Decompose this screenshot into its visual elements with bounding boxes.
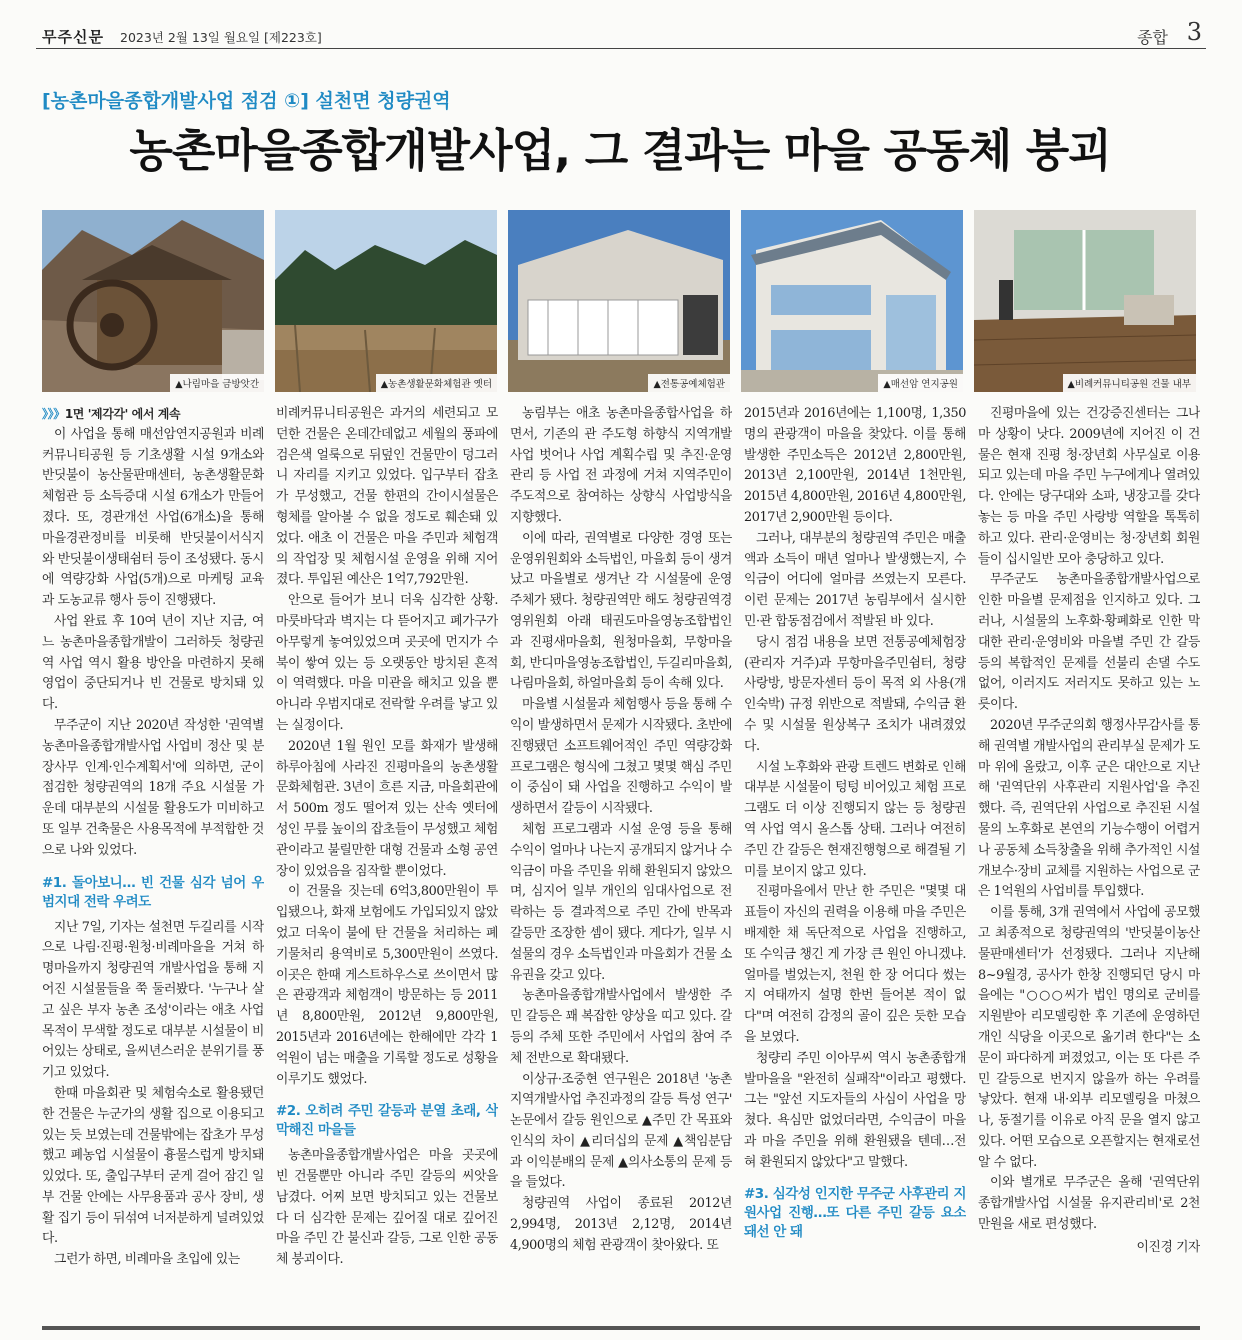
column-2 <box>276 404 498 1309</box>
paragraph: 2015년과 2016년에는 1,100명, 1,350명의 관광객이 마을을 찾았다. 이를 통해 발생한 주민소득은 2012년 2,800만원, 2013년 2,100만원, 2014년 1천만원, 2015년 4,800만원, 2016년 4,800만원, 2017년 2,900만원 등이다. <box>744 406 966 525</box>
paragraph: 이상규·조중현 연구원은 2018년 '농촌지역개발사업 추진과정의 갈등 특성 연구' 논문에서 갈등 원인으로 ▲주민 간 목표와 인식의 차이 ▲리더십의 문제 ▲책임분담과 이익분배의 문제 ▲의사소통의 문제 등을 들었다. <box>510 1071 732 1191</box>
paragraph: 2020년 무주군의회 행정사무감사를 통해 권역별 개발사업의 관리부실 문제가 도마 위에 올랐고, 이후 군은 대안으로 지난해 '권역단위 사후관리 지원사업'을 추진했다. 즉, 권역단위 사업으로 추진된 시설물의 노후화로 본연의 기능수행이 어렵거나 공동체 소득창출을 위해 추가적인 시설 개보수·장비 교체를 지원하는 사업으로 군은 1억원의 사업비를 투입했다. <box>978 717 1200 900</box>
column-5 <box>978 404 1200 1309</box>
bottom-rule <box>42 1326 1200 1330</box>
photo-caption: ▲비례커뮤니티공원 건물 내부 <box>1063 374 1196 392</box>
paragraph: 2020년 1월 원인 모를 화재가 발생해 하루아침에 사라진 진평마을의 농촌생활문화체험관. 3년이 흐른 지금, 마을회관에서 500m 정도 떨어져 있는 산속 옛터에 성인 무릎 높이의 잡초들이 무성했고 체험관이라고 불릴만한 대형 건물과 소형 공연장이 있었음을 짐작할 뿐이었다. <box>276 738 498 879</box>
continued-from-page-1: 》》》1면 '제각각' 에서 계속 <box>42 407 181 421</box>
subheading-3: #3. 심각성 인지한 무주군 사후관리 지원사업 진행…또 다른 주민 갈등 요소 돼선 안 돼 <box>744 1186 966 1241</box>
article-body <box>42 404 1200 1314</box>
article-headline: 농촌마을종합개발사업, 그 결과는 마을 공동체 붕괴 <box>129 124 1111 177</box>
newspaper-name: 무주신문 <box>42 28 104 46</box>
paragraph: 사업 완료 후 10여 년이 지난 지금, 여느 농촌마을종합개발이 그러하듯 청량권역 사업 역시 활용 방안을 마련하지 못해 영업이 중단되거나 빈 건물로 방치돼 있다. <box>42 613 264 713</box>
paragraph: 진평마을에서 만난 한 주민은 "몇몇 대표들이 자신의 권력을 이용해 마을 주민은 배제한 채 독단적으로 사업을 진행하고, 또 수익금 챙긴 게 가장 큰 원인 아니겠냐. 얼마를 벌었는지, 천원 한 장 어디다 썼는지 여태까지 설명 한번 들어본 적이 없다"며 여전히 감정의 골이 깊은 듯한 모습을 보였다. <box>744 884 966 1045</box>
paragraph: 이를 통해, 3개 권역에서 사업에 공모했고 최종적으로 청량권역의 '반딧불이농산물판매센터'가 선정됐다. 그러나 지난해 8~9월경, 공사가 한창 진행되던 당시 마을에는 "○○○씨가 법인 명의로 군비를 지원받아 리모델링한 후 기존에 운영하던 개인 식당을 이곳으로 옮기려 한다"는 소문이 파다하게 퍼졌었고, 이는 또 다른 주민 갈등으로 번지지 않을까 하는 우려를 낳았다. 현재 내·외부 리모델링을 마쳤으나, 동절기를 이유로 아직 문을 열지 않고 있다. 어떤 모습으로 오픈할지는 현재로선 알 수 없다. <box>978 905 1200 1170</box>
article-kicker: [농촌마을종합개발사업 점검 ①] 설천면 청량권역 <box>42 90 451 112</box>
paragraph: 그러나, 대부분의 청량권역 주민은 매출액과 소득이 매년 얼마나 발생했는지, 수익금이 어디에 얼마큼 쓰였는지 모른다. 이런 문제는 2017년 농림부에서 실시한 민·관 합동점검에서 적발된 바 있다. <box>744 530 966 629</box>
section-label: 종합 <box>1137 28 1168 47</box>
paragraph: 농림부는 애초 농촌마을종합사업을 하면서, 기존의 관 주도형 하향식 지역개발사업 벗어나 사업 계획수립 및 추진·운영관리 등 사업 전 과정에 거쳐 지역주민이 주도적으로 참여하는 상향식 사업방식을 지향했다. <box>510 406 732 525</box>
column-1 <box>42 404 264 1309</box>
photo-caption: ▲농촌생활문화체험관 옛터 <box>376 374 497 392</box>
masthead <box>36 16 1206 49</box>
paragraph: 마을별 시설물과 체험행사 등을 통해 수익이 발생하면서 문제가 시작됐다. 초반에 진행됐던 소프트웨어적인 주민 역량강화 프로그램은 형식에 그쳤고 몇몇 핵심 주민이 중심이 돼 사업을 진행하고 수익이 발생하면서 갈등이 시작됐다. <box>510 697 732 817</box>
photo-community-interior <box>974 210 1196 392</box>
photo-old-site <box>275 210 497 392</box>
column-3 <box>510 404 732 1309</box>
paragraph: 청량권역 사업이 종료된 2012년 2,994명, 2013년 2,12명, 2014년 4,900명의 체험 관광객이 찾아왔다. 또 <box>510 1196 732 1253</box>
paragraph: 안으로 들어가 보니 더욱 심각한 상황. 마룻바닥과 벽지는 다 뜯어지고 폐가구가 아무렇게 놓여있었으며 곳곳에 먼지가 수북이 쌓여 있는 등 오랫동안 방치된 흔적이 역력했다. 마을 미관을 해치고 있을 뿐 아니라 우범지대로 전락할 우려를 낳고 있는 실정이다. <box>276 593 498 733</box>
column-4 <box>744 404 966 1309</box>
paragraph: 이와 별개로 무주군은 올해 '권역단위 종합개발사업 시설물 유지관리비'로 2천만원을 새로 편성했다. <box>978 1175 1200 1233</box>
paragraph: 진평마을에 있는 건강증진센터는 그나마 상황이 낫다. 2009년에 지어진 이 건물은 현재 진평 청·장년회 사무실로 이용되고 있는데 마을 주민 누구에게나 열려있다. 안에는 당구대와 소파, 냉장고를 갖다 놓는 등 마을 주민 사랑방 역할을 톡톡히 하고 있다. 관리·운영비는 청·장년회 회원들이 십시일반 모아 충당하고 있다. <box>978 406 1200 567</box>
paragraph: 농촌마을종합개발사업은 마을 곳곳에 빈 건물뿐만 아니라 주민 갈등의 씨앗을 남겼다. 어찌 보면 방치되고 있는 건물보다 더 심각한 문제는 깊어질 대로 깊어진 마을 주민 간 불신과 갈등, 그로 인한 공동체 붕괴이다. <box>276 1148 498 1268</box>
photo-caption: ▲매선암 연지공원 <box>878 374 963 392</box>
paragraph: 무주군이 지난 2020년 작성한 '권역별 농촌마을종합개발사업 사업비 정산 및 분장사무 인계·인수계획서'에 의하면, 군이 점검한 청량권역의 18개 주요 시설물 가운데 대부분의 시설물 활용도가 미비하고 또 일부 건축물은 사용목적에 부적합한 것으로 나와 있었다. <box>42 717 264 858</box>
photo-caption: ▲나림마을 금방앗간 <box>170 374 264 392</box>
paragraph: 비례커뮤니티공원은 과거의 세련되고 모던한 건물은 온데간데없고 세월의 풍파에 검은색 얼룩으로 뒤덮인 건물만이 덩그러니 자리를 지키고 있었다. 입구부터 잡초가 무성했고, 건물 한편의 간이시설물은 형체를 알아볼 수 없을 정도로 훼손돼 있었다. 애초 이 건물은 마을 주민과 체험객의 작업장 및 체험시설 운영을 위해 지어졌다. 투입된 예산은 1억7,792만원. <box>276 406 498 588</box>
byline: 이진경 기자 <box>1136 1239 1200 1255</box>
paragraph: 이 건물을 짓는데 6억3,800만원이 투입됐으나, 화재 보험에도 가입되있지 않았었고 더욱이 불에 탄 건물을 처리하는 폐기물처리 용역비로 5,300만원이 쓰였다. 이곳은 한때 게스트하우스로 쓰이면서 많은 관광객과 체험객이 방문하는 등 2011년 8,800만원, 2012년 9,800만원, 2015년과 2016년에는 한해에만 각각 1억원이 넘는 매출을 기록할 정도로 성황을 이루기도 했었다. <box>276 884 498 1087</box>
photo-lotus-park <box>741 210 963 392</box>
paragraph: 체험 프로그램과 시설 운영 등을 통해 수익이 얼마나 나는지 공개되지 않거나 수익금이 마을 주민을 위해 환원되지 않았으며, 심지어 일부 개인의 임대사업으로 전락하는 등 결과적으로 주민 간에 반목과 갈등만 조장한 셈이 됐다. 게다가, 일부 시설물의 경우 소득법인과 마을회가 건물 소유권을 갖고 있다. <box>510 821 732 983</box>
paragraph: 한때 마을회관 및 체험숙소로 활용됐던 한 건물은 누군가의 생활 집으로 이용되고 있는 듯 보였는데 건물밖에는 잡초가 무성했고 폐농업 시설물이 흉물스럽게 방치돼 있었다. 또, 출입구부터 굳게 걸어 잠긴 일부 건물 안에는 사무용품과 공사 장비, 생활 집기 등이 뒤섞여 너저분하게 널려있었다. <box>42 1085 264 1247</box>
paragraph: 시설 노후화와 관광 트렌드 변화로 인해 대부분 시설물이 텅텅 비어있고 체험 프로그램도 더 이상 진행되지 않는 등 청량권역 사업 역시 올스톱 상태. 그러나 여전히 주민 간 갈등은 현재진행형으로 해결될 기미를 보이지 않고 있다. <box>744 759 966 879</box>
subheading-1: #1. 돌아보니… 빈 건물 심각 넘어 우범지대 전락 우려도 <box>42 874 264 910</box>
paragraph: 이에 따라, 권역별로 다양한 경영 또는 운영위원회와 소득법인, 마을회 등이 생겨났고 마을별로 생겨난 각 시설물에 운영 주체가 됐다. 청량권역만 해도 청량권역경영위원회 아래 태권도마을영농조합법인과 진평새마을회, 원청마을회, 무항마을회, 반디마을영농조합법인, 두길리마을회, 나림마을회, 하얼마을회 등이 속해 있다. <box>510 530 732 692</box>
subheading-2: #2. 오히려 주민 갈등과 분열 초래, 삭막해진 마을들 <box>276 1103 498 1139</box>
photo-strip <box>42 210 1197 392</box>
photo-craft-center <box>508 210 730 392</box>
paragraph: 그런가 하면, 비례마을 초입에 있는 <box>54 1252 240 1268</box>
paragraph: 당시 점검 내용을 보면 전통공예체험장(관리자 거주)과 무항마을주민쉼터, 청량사랑방, 방문자센터 등이 목적 외 사용(개인숙박) 규정 위반으로 적발돼, 수익금 환수 및 시설물 원상복구 조치가 내려졌었다. <box>744 634 966 754</box>
paragraph: 지난 7일, 기자는 설천면 두길리를 시작으로 나림·진평·원청·비례마을을 거쳐 하명마을까지 청량권역 개발사업을 통해 지어진 시설물들을 쭉 둘러봤다. '누구나 살고 싶은 부자 농촌 조성'이라는 애초 사업 목적이 무색할 정도로 대부분 시설물이 비어있는 상태로, 을씨년스러운 분위기를 풍기고 있었다. <box>42 919 264 1081</box>
photo-caption: ▲전통공예체험관 <box>648 374 730 392</box>
paragraph: 농촌마을종합개발사업에서 발생한 주민 갈등은 꽤 복잡한 양상을 띠고 있다. 갈등의 주체 또한 주민에서 사업의 참여 주체 전반으로 확대됐다. <box>510 988 732 1066</box>
page-number: 3 <box>1186 18 1202 46</box>
paragraph: 무주군도 농촌마을종합개발사업으로 인한 마을별 문제점을 인지하고 있다. 그러나, 시설물의 노후화·황폐화로 인한 막대한 관리·운영비와 마을별 주민 간 갈등 등의 복합적인 문제를 선불리 손댈 수도 없어, 이러지도 저러지도 못하고 있는 노릇이다. <box>978 572 1200 713</box>
photo-water-mill <box>42 210 264 392</box>
paragraph: 청량리 주민 이아무씨 역시 농촌종합개발마을을 "완전히 실패작"이라고 평했다. 그는 "앞선 지도자들의 사심이 사업을 망쳤다. 욕심만 없었더라면, 수익금이 마을과 마을 주민을 위해 환원됐을 텐데…전혀 환원되지 않았다"고 말했다. <box>744 1050 966 1170</box>
paragraph: 이 사업을 통해 매선암연지공원과 비례커뮤니티공원 등 기초생활 시설 9개소와 반딧불이 농산물판매센터, 농촌생활문화체험관 등 소득증대 시설 6개소가 만들어졌다. 또, 경관개선 사업(6개소)을 통해 마을경관정비를 비롯해 반딧불이서식지와 반딧불이생태쉼터 등이 조성됐다. 동시에 역량강화 사업(5개)으로 마케팅 교육과 도농교류 행사 등이 진행됐다. <box>42 426 264 609</box>
arrows-icon: 》》》 <box>42 407 65 421</box>
issue-date: 2023년 2월 13일 월요일 [제223호] <box>120 30 322 45</box>
